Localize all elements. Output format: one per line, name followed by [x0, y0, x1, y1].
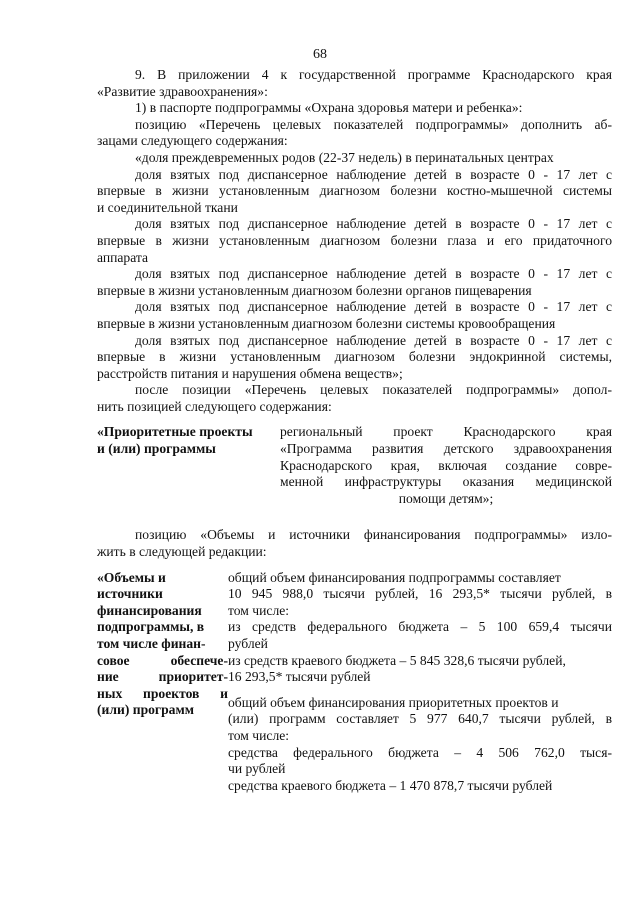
paragraph-line: позицию «Перечень целевых показателей подпрограммы» дополнить аб-	[135, 116, 612, 132]
paragraph-line: впервые в жизни установленным диагнозом болезни глаза и его придаточного	[97, 232, 612, 248]
table-value-line: (или) программ составляет 5 977 640,7 тысячи рублей, в	[228, 711, 612, 727]
paragraph-line: зацами следующего содержания:	[97, 133, 288, 149]
table-label-line: подпрограммы, в	[97, 619, 205, 635]
table-value-line: средства федерального бюджета – 4 506 762,0 тыся-	[228, 744, 612, 760]
table-label-line: и (или) программы	[97, 441, 216, 457]
table-label-line: совое обеспече-	[97, 652, 228, 668]
table-label-line: том числе финан-	[97, 636, 206, 651]
table-label-line: ных проектов и	[97, 685, 228, 701]
paragraph-line: «Развитие здравоохранения»:	[97, 83, 268, 99]
paragraph-line: доля взятых под диспансерное наблюдение детей в возрасте 0 - 17 лет с	[135, 166, 612, 182]
paragraph-line: и соединительной ткани	[97, 199, 238, 215]
page-number: 68	[313, 47, 327, 62]
paragraph-line: впервые в жизни установленным диагнозом болезни системы кровообращения	[97, 315, 556, 331]
table-value-line: общий объем финансирования приоритетных проектов и	[228, 694, 559, 710]
table-value-line: общий объем финансирования подпрограммы составляет	[228, 569, 561, 585]
paragraph-line: доля взятых под диспансерное наблюдение детей в возрасте 0 - 17 лет с	[135, 216, 612, 232]
priority-projects-table	[97, 424, 612, 507]
paragraph-line: расстройств питания и нарушения обмена веществ»;	[97, 365, 403, 381]
paragraph-line: аппарата	[97, 249, 149, 265]
table-value-line: региональный проект Краснодарского края	[280, 424, 612, 440]
table-label-line: источники	[97, 586, 163, 602]
paragraph-line: 9. В приложении 4 к государственной программе Краснодарского края	[135, 67, 612, 82]
priority-table-value	[280, 424, 612, 507]
table-value-line: Краснодарского края, включая создание совре-	[280, 457, 612, 473]
paragraph-line: доля взятых под диспансерное наблюдение детей в возрасте 0 - 17 лет с	[135, 299, 612, 315]
table-value-line: средства краевого бюджета – 1 470 878,7 тысячи рублей	[228, 777, 553, 793]
paragraph-line: впервые в жизни установленным диагнозом болезни органов пищеварения	[97, 282, 532, 298]
table-value-line: 10 945 988,0 тысячи рублей, 16 293,5* тысячи рублей, в	[228, 586, 612, 602]
table-label-line: «Объемы и	[97, 569, 166, 585]
paragraph-line: позицию «Объемы и источники финансирования подпрограммы» изло-	[135, 527, 612, 543]
paragraph-line: жить в следующей редакции:	[97, 544, 267, 560]
table-label-line: ние приоритет-	[97, 669, 228, 685]
table-value-line: том числе:	[228, 727, 290, 743]
financing-table-label	[97, 570, 228, 795]
document-body	[97, 67, 612, 794]
paragraph-line: «доля преждевременных родов (22-37 недель) в перинатальных центрах	[135, 149, 554, 165]
table-value-line: «Программа развития детского здравоохранения	[280, 441, 612, 457]
table-value-line: помощи детям»;	[398, 490, 494, 506]
table-value-line: том числе:	[228, 602, 290, 618]
priority-table-label	[97, 424, 280, 507]
table-label-line: (или) программ	[97, 702, 194, 718]
paragraph-line: впервые в жизни установленным диагнозом болезни эндокринной системы,	[97, 349, 612, 365]
table-value-line: 16 293,5* тысячи рублей	[228, 669, 371, 685]
paragraph-line: после позиции «Перечень целевых показателей подпрограммы» допол-	[135, 382, 612, 398]
financing-table	[97, 570, 612, 795]
paragraph-line: 1) в паспорте подпрограммы «Охрана здоровья матери и ребенка»:	[135, 100, 523, 116]
table-label-line: финансирования	[97, 602, 202, 618]
table-value-line: рублей	[228, 636, 268, 651]
paragraph-line: впервые в жизни установленным диагнозом болезни костно-мышечной системы	[97, 183, 612, 199]
table-value-line: из средств краевого бюджета – 5 845 328,6 тысячи рублей,	[228, 652, 566, 668]
table-label-line: «Приоритетные проекты	[97, 424, 253, 440]
paragraph-line: нить позицией следующего содержания:	[97, 398, 332, 414]
paragraph-line: доля взятых под диспансерное наблюдение детей в возрасте 0 - 17 лет с	[135, 266, 612, 282]
financing-table-value	[228, 570, 612, 795]
table-value-line: из средств федерального бюджета – 5 100 659,4 тысячи	[228, 619, 612, 635]
table-value-line: менной инфраструктуры оказания медицинской	[280, 474, 612, 490]
table-value-line: чи рублей	[228, 761, 286, 777]
paragraph-line: доля взятых под диспансерное наблюдение детей в возрасте 0 - 17 лет с	[135, 332, 612, 348]
